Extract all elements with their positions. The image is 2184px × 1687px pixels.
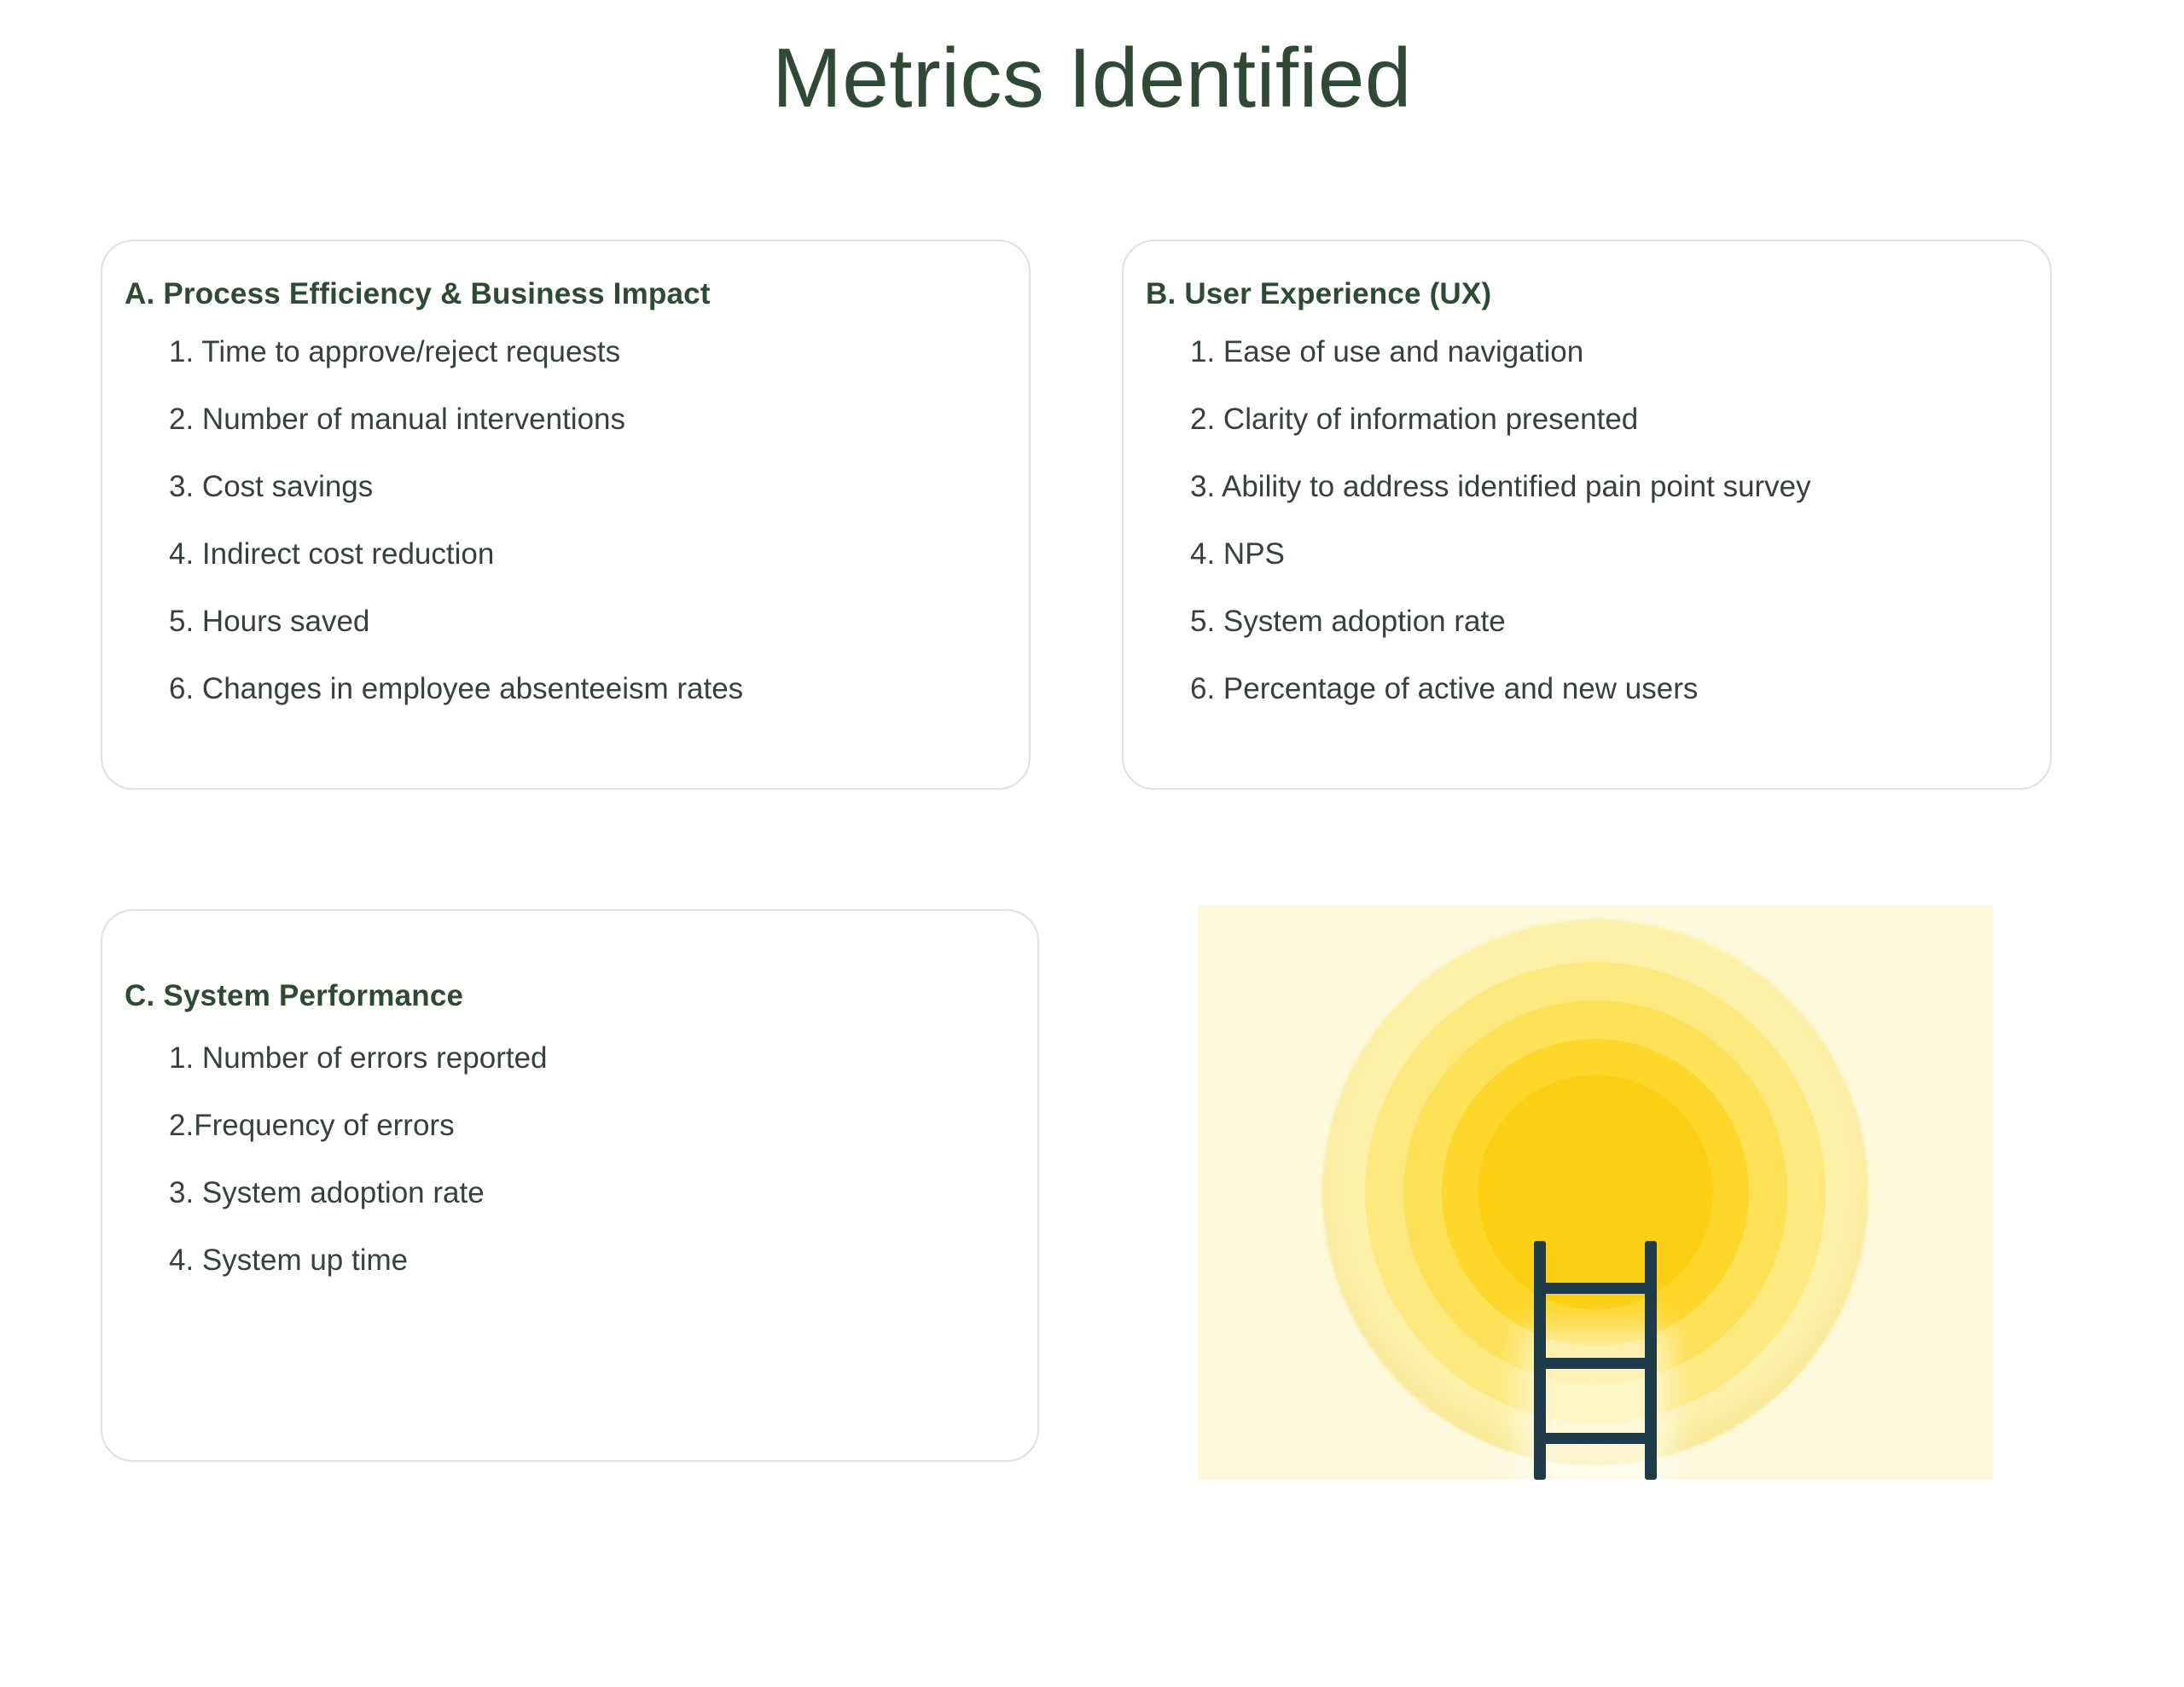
ladder-rung: [1534, 1358, 1657, 1369]
list-item: 1. Time to approve/reject requests: [169, 335, 621, 368]
card-process-efficiency: [101, 240, 1031, 790]
list-item: 2. Number of manual interventions: [169, 403, 625, 436]
card-system-performance: [101, 909, 1039, 1462]
ladder-into-sun-illustration: [1198, 905, 1993, 1480]
list-item: 5. Hours saved: [169, 605, 370, 638]
card-list: [1149, 337, 2033, 741]
list-item: 6. Percentage of active and new users: [1190, 672, 1699, 705]
list-item: 3. Cost savings: [169, 470, 374, 503]
list-item: 2. Clarity of information presented: [1190, 403, 1639, 436]
list-item: 4. NPS: [1190, 537, 1285, 571]
list-item: 2.Frequency of errors: [169, 1109, 455, 1142]
list-item: 6. Changes in employee absenteeism rates: [169, 672, 744, 705]
list-item: 5. System adoption rate: [1190, 605, 1506, 638]
card-list: [128, 337, 1012, 741]
list-item: 3. System adoption rate: [169, 1176, 485, 1209]
card-list: [128, 1043, 1020, 1313]
card-title: B. User Experience (UX): [1146, 277, 1492, 310]
list-item: 1. Ease of use and navigation: [1190, 335, 1584, 368]
list-item: 1. Number of errors reported: [169, 1041, 548, 1075]
card-title: C. System Performance: [125, 979, 464, 1012]
ladder-rung: [1534, 1433, 1657, 1444]
page-title: Metrics Identified: [772, 31, 1412, 125]
list-item: 4. Indirect cost reduction: [169, 537, 495, 571]
list-item: 4. System up time: [169, 1244, 409, 1277]
ladder-icon: [1527, 1241, 1664, 1480]
card-title: A. Process Efficiency & Business Impact: [125, 277, 711, 310]
list-item: 3. Ability to address identified pain point survey: [1190, 470, 1811, 503]
card-user-experience: [1122, 240, 2052, 790]
ladder-rung: [1534, 1283, 1657, 1294]
